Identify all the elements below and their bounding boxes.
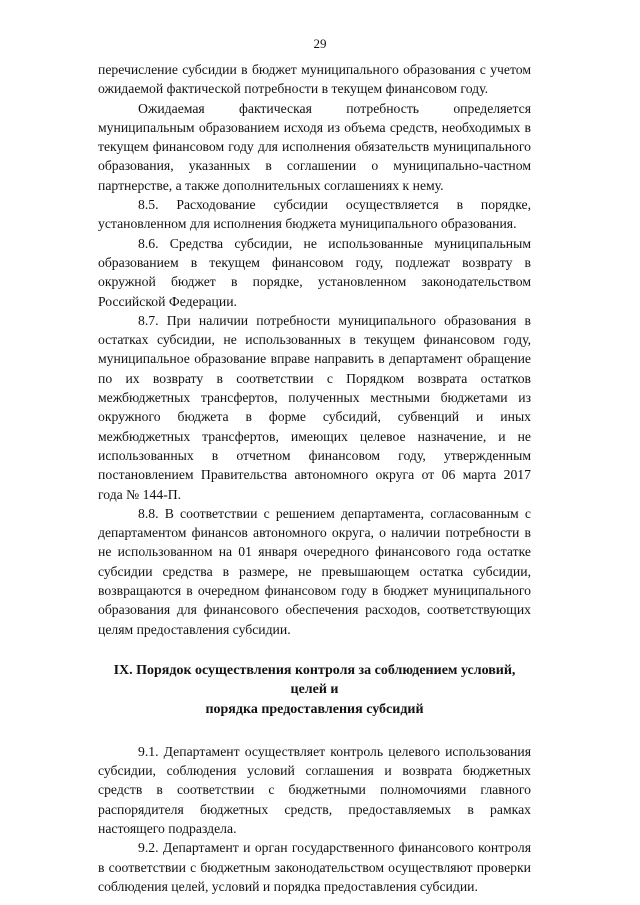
paragraph-8-8: 8.8. В соответствии с решением департамента, согласованным с департаментом финансов автономного округа, о наличии потребности в не использованном на 01 января очередного финансового года остатке субсидии средства в размере, не превышающем остатка субсидии, возвращаются в очередном финансовом году в бюджет муниципального образования для финансового обеспечения расходов, соответствующих целям предоставления субсидии. [98, 505, 531, 637]
section-title [98, 661, 531, 719]
paragraph-9-2: 9.2. Департамент и орган государственного финансового контроля в соответствии с бюджетным законодательством осуществляют проверки соблюдения целей, условий и порядка предоставления субсидии. [98, 840, 531, 894]
section-title-line-1: IX. Порядок осуществления контроля за соблюдением условий, целей и [113, 662, 516, 698]
paragraph-9-1: 9.1. Департамент осуществляет контроль целевого использования субсидии, соблюдения условий соглашения и возврата бюджетных средств в соответствии с бюджетными полномочиями главного распорядителя бюджетных средств, предоставляемых в рамках настоящего подраздела. [98, 743, 531, 836]
paragraph-8-6: 8.6. Средства субсидии, не использованные муниципальным образованием в текущем финансовом году, подлежат возврату в окружной бюджет в порядке, установленном законодательством Российской Федерации. [98, 235, 531, 309]
section-title-line-2: порядка предоставления субсидий [205, 701, 424, 717]
paragraph-continuation: перечисление субсидии в бюджет муниципального образования с учетом ожидаемой фактической потребности в текущем финансовом году. [98, 62, 531, 97]
paragraph-expected-need: Ожидаемая фактическая потребность определяется муниципальным образованием исходя из объема средств, необходимых в текущем финансовом году для исполнения обязательств муниципального образования, указанных в соглашении о муниципально-частном партнерстве, а также дополнительных соглашениях к нему. [98, 100, 531, 193]
paragraph-8-5: 8.5. Расходование субсидии осуществляется в порядке, установленном для исполнения бюджета муниципального образования. [98, 197, 531, 232]
document-body [98, 60, 531, 896]
paragraph-8-7: 8.7. При наличии потребности муниципального образования в остатках субсидии, не использованных в текущем финансовом году, муниципальное образование вправе направить в департамент обращение по их возврату в соответствии с Порядком возврата остатков межбюджетных трансфертов, полученных местными бюджетами из окружного бюджета в форме субсидий, субвенций и иных межбюджетных трансфертов, имеющих целевое назначение, и не использованных в отчетном финансовом году, утвержденным постановлением Правительства автономного округа от 06 марта 2017 года № 144-П. [98, 312, 531, 502]
page-number: 29 [313, 36, 327, 51]
